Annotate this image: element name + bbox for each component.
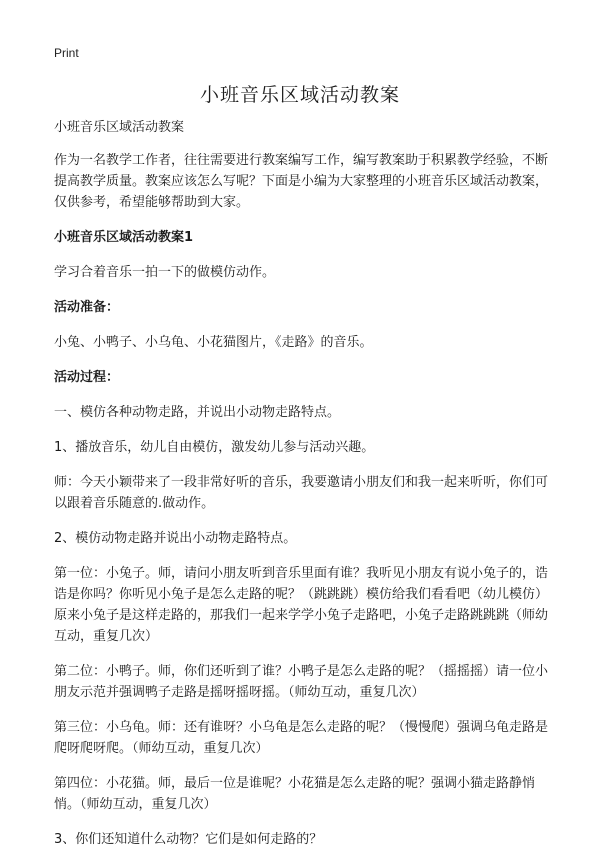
paragraph-step-1: 一、模仿各种动物走路，并说出小动物走路特点。 [54,405,341,420]
section-heading-1: 小班音乐区域活动教案1 [54,230,194,245]
section-heading-preparation: 活动准备： [54,300,120,315]
paragraph-cat: 第四位：小花猫。师，最后一位是谁呢？小花猫是怎么走路的呢？强调小猫走路静悄悄。（师幼互动，重复几次） [54,776,536,812]
paragraph-turtle: 第三位：小乌龟。师：还有谁呀？小乌龟是怎么走路的呢？（慢慢爬）强调乌龟走路是爬呀爬呀爬。（师幼互动，重复几次） [54,720,549,756]
subtitle: 小班音乐区域活动教案 [54,120,185,135]
paragraph-goal: 学习合着音乐一拍一下的做模仿动作。 [54,265,276,280]
paragraph-teacher-intro: 师：今天小颖带来了一段非常好听的音乐，我要邀请小朋友们和我一起来听听，你们可以跟着音乐随意的.做动作。 [54,475,549,511]
section-heading-process: 活动过程： [54,370,120,385]
paragraph-step-1-3: 3、你们还知道什么动物？它们是如何走路的？ [54,832,323,847]
paragraph-materials: 小兔、小鸭子、小乌龟、小花猫图片，《走路》的音乐。 [54,335,373,350]
paragraph-rabbit: 第一位：小兔子。师，请问小朋友听到音乐里面有谁？我听见小朋友有说小兔子的，诰诰是你吗？你听见小兔子是怎么走路的呢？（跳跳跳）模仿给我们看看吧（幼儿模仿）原来小兔子是这样走路的，那我们一起来学学小兔子走路吧，小兔子走路跳跳跳（师幼互动，重复几次） [54,566,549,644]
intro-paragraph: 作为一名教学工作者，往往需要进行教案编写工作，编写教案助于积累教学经验，不断提高教学质量。教案应该怎么写呢？下面是小编为大家整理的小班音乐区域活动教案，仅供参考，希望能够帮助到大家。 [54,153,549,210]
paragraph-step-1-1: 1、播放音乐，幼儿自由模仿，激发幼儿参与活动兴趣。 [54,440,375,455]
paragraph-duck: 第二位：小鸭子。师，你们还听到了谁？小鸭子是怎么走路的呢？（摇摇摇）请一位小朋友示范并强调鸭子走路是摇呀摇呀摇。（师幼互动，重复几次） [54,664,549,700]
page-title: 小班音乐区域活动教案 [199,84,400,106]
document-body [54,117,554,864]
paragraph-step-1-2: 2、模仿动物走路并说出小动物走路特点。 [54,531,297,546]
print-link[interactable]: Print [54,46,79,60]
